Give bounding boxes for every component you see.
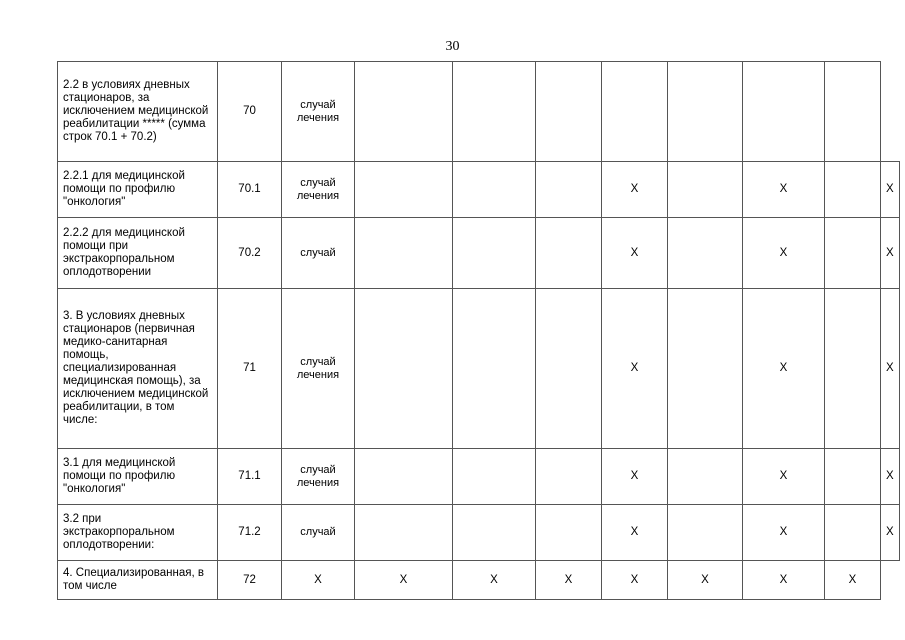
table-cell <box>743 62 825 162</box>
row-code: 70.2 <box>218 218 282 289</box>
table-cell <box>668 218 743 289</box>
table-cell <box>453 162 536 218</box>
row-name: 2.2.1 для медицинской помощи по профилю "онкология" <box>58 162 218 218</box>
row-code: 71 <box>218 289 282 449</box>
row-name: 3. В условиях дневных стационаров (первичная медико-санитарная помощь, специализированная медицинская помощь), за исключением медицинской реабилитации, в том числе: <box>58 289 218 449</box>
table-cell <box>355 62 453 162</box>
table-cell <box>825 505 881 561</box>
table-cell: X <box>602 162 668 218</box>
row-unit: случай <box>282 505 355 561</box>
row-name: 2.2.2 для медицинской помощи при экстракорпоральном оплодотворении <box>58 218 218 289</box>
row-code: 71.1 <box>218 449 282 505</box>
row-unit: случай лечения <box>282 62 355 162</box>
row-name: 2.2 в условиях дневных стационаров, за исключением медицинской реабилитации ***** (сумма строк 70.1 + 70.2) <box>58 62 218 162</box>
table-cell: X <box>668 561 743 600</box>
table-cell <box>668 289 743 449</box>
table-cell <box>825 62 881 162</box>
table-cell: X <box>602 289 668 449</box>
table-cell: X <box>881 218 900 289</box>
table-cell <box>536 162 602 218</box>
row-code: 72 <box>218 561 282 600</box>
table-cell: X <box>881 505 900 561</box>
table-row <box>58 449 900 505</box>
data-table <box>57 61 900 600</box>
table-cell: X <box>743 289 825 449</box>
row-code: 70.1 <box>218 162 282 218</box>
table-cell <box>668 449 743 505</box>
table-cell: X <box>536 561 602 600</box>
table-cell: X <box>743 561 825 600</box>
table-cell: X <box>453 561 536 600</box>
table-cell <box>355 449 453 505</box>
table-cell: X <box>602 561 668 600</box>
table-cell <box>668 162 743 218</box>
row-code: 71.2 <box>218 505 282 561</box>
row-unit: случай <box>282 218 355 289</box>
table-cell <box>602 62 668 162</box>
row-unit: X <box>282 561 355 600</box>
table-cell: X <box>602 218 668 289</box>
row-unit: случай лечения <box>282 289 355 449</box>
table-cell <box>453 289 536 449</box>
table-cell: X <box>743 218 825 289</box>
table-cell <box>825 162 881 218</box>
row-name: 4. Специализированная, в том числе <box>58 561 218 600</box>
table-cell: X <box>743 449 825 505</box>
row-name: 3.2 при экстракорпоральном оплодотворении: <box>58 505 218 561</box>
row-unit: случай лечения <box>282 449 355 505</box>
table-cell <box>453 62 536 162</box>
table-cell <box>536 289 602 449</box>
table-cell <box>453 449 536 505</box>
table-cell: X <box>881 289 900 449</box>
table-cell: X <box>881 449 900 505</box>
table-row <box>58 561 900 600</box>
table-cell <box>355 162 453 218</box>
page-number: 30 <box>445 39 460 54</box>
table-cell <box>453 505 536 561</box>
table-cell <box>668 62 743 162</box>
table-cell <box>536 449 602 505</box>
table-cell <box>355 218 453 289</box>
table-cell <box>536 62 602 162</box>
row-name: 3.1 для медицинской помощи по профилю "онкология" <box>58 449 218 505</box>
table-row <box>58 218 900 289</box>
table-cell: X <box>825 561 881 600</box>
table-cell <box>453 218 536 289</box>
table-row <box>58 289 900 449</box>
table-cell <box>355 505 453 561</box>
row-unit: случай лечения <box>282 162 355 218</box>
table-cell: X <box>743 162 825 218</box>
table-row <box>58 162 900 218</box>
table-cell <box>536 218 602 289</box>
table-cell: X <box>881 162 900 218</box>
table-cell <box>536 505 602 561</box>
table-cell <box>825 218 881 289</box>
row-code: 70 <box>218 62 282 162</box>
table-cell: X <box>743 505 825 561</box>
table-cell <box>668 505 743 561</box>
table-row <box>58 505 900 561</box>
table-cell: X <box>355 561 453 600</box>
table-cell: X <box>602 449 668 505</box>
table-cell <box>825 289 881 449</box>
table-cell: X <box>602 505 668 561</box>
table-cell <box>825 449 881 505</box>
table-row <box>58 62 900 162</box>
table-cell <box>355 289 453 449</box>
